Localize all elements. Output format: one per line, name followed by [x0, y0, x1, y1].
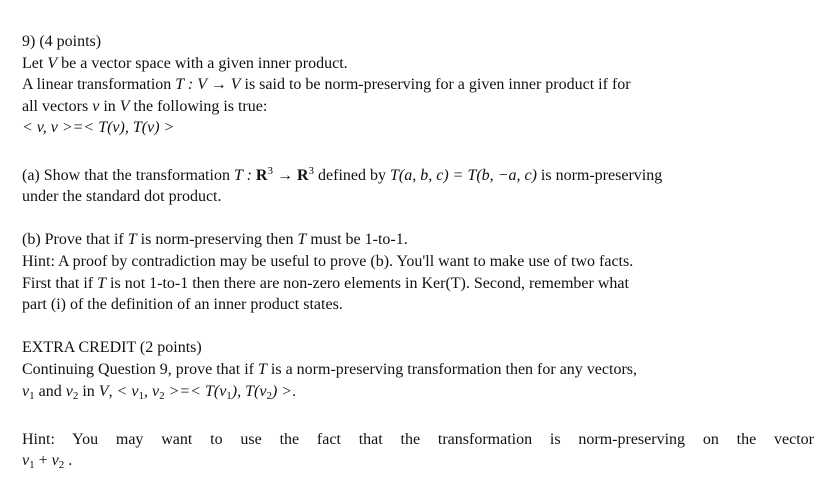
part-a-line-1	[22, 161, 814, 187]
math: v	[22, 382, 30, 400]
text: is not 1-to-1 then there are non-zero elements in Ker(T). Second, remember what	[106, 274, 629, 292]
final-hint-block	[22, 429, 814, 477]
math: T :	[233, 166, 256, 184]
math: T	[297, 231, 307, 249]
part-b-hint-line-1: Hint: A proof by contradiction may be useful to prove (b). You'll want to make use of two facts.	[22, 252, 634, 270]
math: 1	[226, 389, 232, 402]
math: ), T(v	[231, 382, 267, 400]
extra-credit-line-2	[22, 381, 814, 408]
math: V	[119, 97, 130, 115]
math: v	[22, 452, 30, 470]
text: defined by	[314, 166, 390, 184]
text: ,	[108, 382, 117, 400]
part-b-line-1	[22, 229, 814, 251]
text: First that if	[22, 274, 98, 292]
text: is norm-preserving	[536, 166, 663, 184]
text: is a norm-preserving transformation then for any vectors,	[266, 360, 637, 378]
text: is norm-preserving then	[136, 231, 298, 249]
extra-credit-line-1	[22, 359, 814, 381]
norm-identity: < v, v >=< T(v), T(v) >	[22, 119, 175, 137]
math: R	[296, 166, 309, 184]
text: (a) Show that the transformation	[22, 166, 234, 184]
text: Let	[22, 54, 48, 72]
part-b-hint-line-2	[22, 273, 814, 295]
math: V	[98, 382, 109, 400]
extra-credit-block	[22, 337, 814, 407]
part-b-block	[22, 229, 814, 315]
math: 1	[29, 389, 35, 402]
extra-credit-header: EXTRA CREDIT (2 points)	[22, 339, 202, 357]
text: the following is true:	[129, 97, 268, 115]
math: v	[92, 97, 100, 115]
text: Continuing Question 9, prove that if	[22, 360, 258, 378]
question-header: 9) (4 points)	[22, 33, 102, 50]
part-a-block	[22, 161, 814, 208]
math: T(a, b, c) = T(b, −a, c)	[390, 166, 537, 184]
text: and	[34, 382, 66, 400]
question-intro-line-3	[22, 96, 814, 118]
final-hint-line-1: Hint: You may want to use the fact that the transformation is norm-preserving on the vector	[22, 430, 814, 448]
math: < v	[116, 382, 139, 400]
part-a-line-2: under the standard dot product.	[22, 188, 222, 206]
math: →	[272, 166, 297, 184]
text: must be 1-to-1.	[306, 231, 408, 249]
math: T : V → V	[175, 76, 241, 94]
math: 1	[29, 459, 35, 472]
text: in	[78, 382, 99, 400]
math: V	[47, 54, 58, 72]
math: T	[127, 231, 137, 249]
text: .	[64, 452, 73, 470]
math: +	[34, 452, 52, 470]
math: R	[255, 166, 268, 184]
text: (b) Prove that if	[22, 231, 128, 249]
final-hint-line-2	[22, 450, 814, 477]
text: all vectors	[22, 97, 93, 115]
math: 2	[58, 459, 65, 472]
math: 3	[308, 164, 315, 177]
text: in	[99, 97, 120, 115]
math: v	[65, 382, 73, 400]
math: 3	[267, 164, 273, 177]
text: .	[292, 382, 297, 400]
math: v	[51, 452, 59, 470]
text: is said to be norm-preserving for a given inner product if for	[240, 76, 631, 94]
math: 1	[138, 389, 144, 402]
question-block	[22, 31, 814, 139]
math: 2	[266, 389, 272, 402]
math: 2	[72, 389, 79, 402]
math: T	[97, 274, 107, 292]
text: be a vector space with a given inner product.	[57, 54, 348, 72]
math: ) >	[271, 382, 293, 400]
math: 2	[159, 389, 165, 402]
question-intro-line-2	[22, 74, 814, 96]
math: >=< T(v	[164, 382, 227, 400]
math: , v	[143, 382, 160, 400]
question-intro-line-1	[22, 53, 814, 75]
math: T	[257, 360, 267, 378]
text: A linear transformation	[22, 76, 176, 94]
part-b-hint-line-3: part (i) of the definition of an inner product states.	[22, 296, 343, 314]
